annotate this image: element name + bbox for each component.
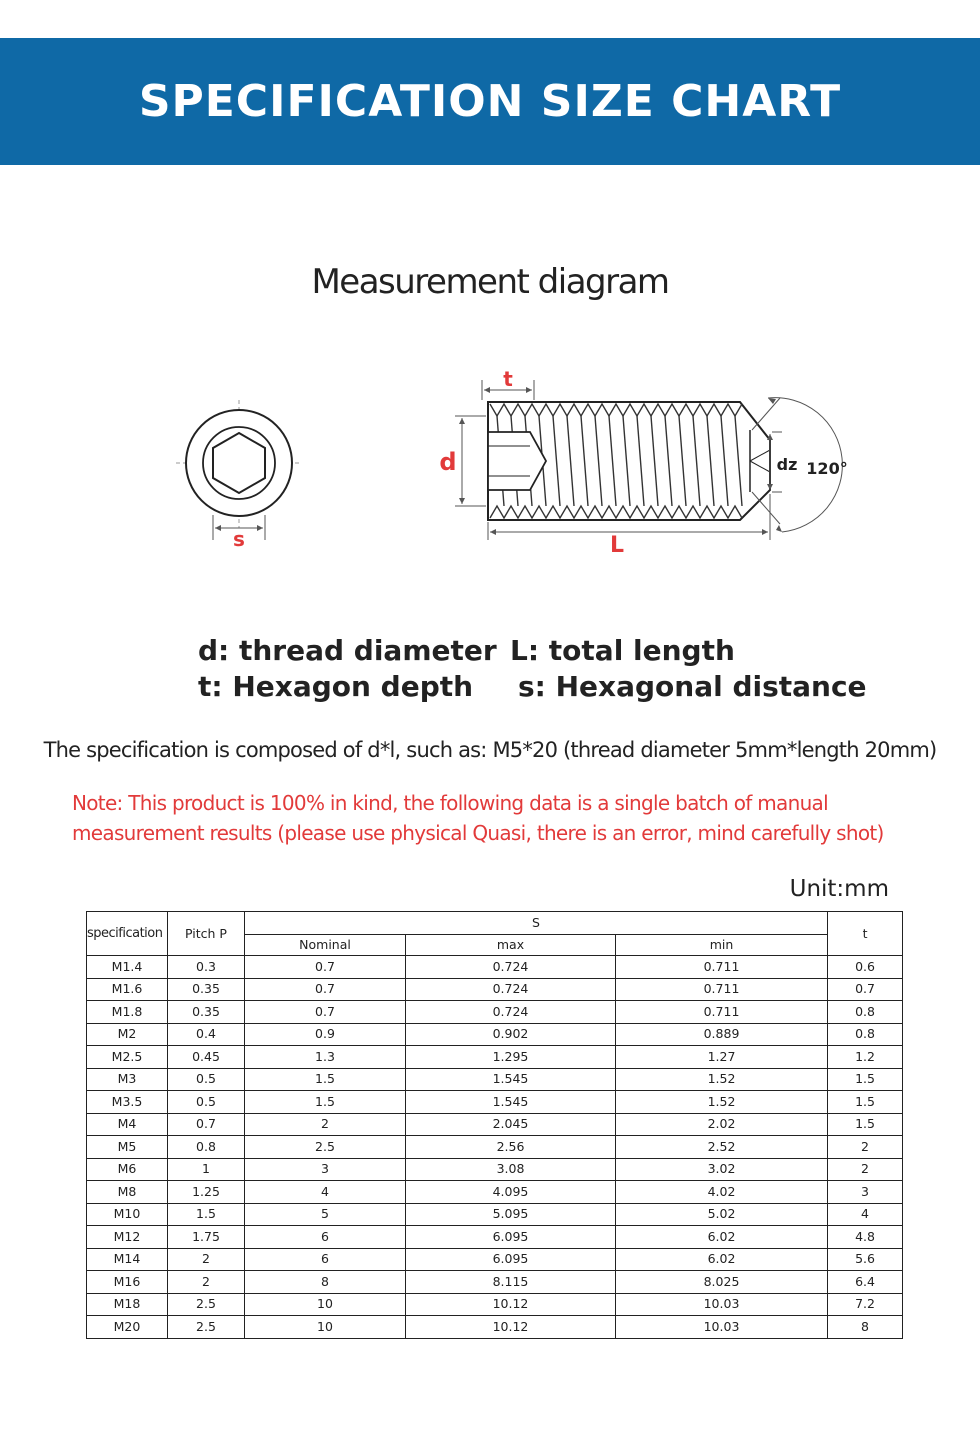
table-cell: 1	[168, 1158, 245, 1181]
label-dz: dz	[776, 455, 798, 474]
table-cell: 2.56	[406, 1136, 616, 1159]
table-cell: 2	[245, 1113, 406, 1136]
table-cell: 0.7	[168, 1113, 245, 1136]
table-cell: 1.52	[616, 1091, 828, 1114]
table-row	[87, 1181, 903, 1204]
table-body	[87, 956, 903, 1339]
table-cell: 8	[828, 1316, 903, 1339]
table-cell: 0.35	[168, 1001, 245, 1024]
table-cell: M5	[87, 1136, 168, 1159]
table-cell: 8.025	[616, 1271, 828, 1294]
note-line-1: Note: This product is 100% in kind, the following data is a single batch of manual	[72, 791, 828, 815]
table-cell: 5.6	[828, 1248, 903, 1271]
legend-s: s: Hexagonal distance	[518, 670, 867, 703]
table-cell: 1.545	[406, 1091, 616, 1114]
table-cell: 4	[245, 1181, 406, 1204]
table-cell: 2.5	[168, 1316, 245, 1339]
table-cell: M20	[87, 1316, 168, 1339]
table-cell: M2.5	[87, 1046, 168, 1069]
table-cell: 0.7	[245, 956, 406, 979]
table-cell: 1.5	[828, 1113, 903, 1136]
table-cell: 2.5	[168, 1293, 245, 1316]
table-cell: 10.03	[616, 1293, 828, 1316]
table-cell: 1.52	[616, 1068, 828, 1091]
table-cell: 8	[245, 1271, 406, 1294]
table-row	[87, 1068, 903, 1091]
size-table	[86, 911, 903, 1339]
table-cell: 3.02	[616, 1158, 828, 1181]
table-cell: 0.4	[168, 1023, 245, 1046]
table-cell: 2	[828, 1158, 903, 1181]
table-cell: 6.02	[616, 1248, 828, 1271]
table-cell: 0.45	[168, 1046, 245, 1069]
table-cell: 10.12	[406, 1316, 616, 1339]
legend-t: t: Hexagon depth	[198, 670, 474, 703]
table-row	[87, 1271, 903, 1294]
table-cell: 3.08	[406, 1158, 616, 1181]
table-row	[87, 1046, 903, 1069]
table-row	[87, 1136, 903, 1159]
label-d: d	[439, 448, 457, 476]
table-cell: M6	[87, 1158, 168, 1181]
diagram-title: Measurement diagram	[311, 262, 669, 302]
table-cell: 2	[168, 1271, 245, 1294]
table-cell: 0.889	[616, 1023, 828, 1046]
table-cell: 3	[245, 1158, 406, 1181]
table-cell: 10	[245, 1293, 406, 1316]
table-cell: 1.545	[406, 1068, 616, 1091]
table-row	[87, 1248, 903, 1271]
table-cell: M1.4	[87, 956, 168, 979]
table-cell: 0.711	[616, 1001, 828, 1024]
table-cell: 4.095	[406, 1181, 616, 1204]
table-row	[87, 1113, 903, 1136]
table-cell: M1.8	[87, 1001, 168, 1024]
table-cell: 1.5	[828, 1091, 903, 1114]
table-row	[87, 1001, 903, 1024]
table-cell: M12	[87, 1226, 168, 1249]
table-cell: M18	[87, 1293, 168, 1316]
legend-d: d: thread diameter	[198, 634, 497, 667]
table-cell: 5.02	[616, 1203, 828, 1226]
table-cell: 1.295	[406, 1046, 616, 1069]
table-cell: M3.5	[87, 1091, 168, 1114]
table-cell: 0.3	[168, 956, 245, 979]
table-cell: M4	[87, 1113, 168, 1136]
table-row	[87, 1316, 903, 1339]
spec-description: The specification is composed of d*l, such as: M5*20 (thread diameter 5mm*length 20mm)	[43, 738, 937, 762]
table-cell: 1.5	[245, 1068, 406, 1091]
table-cell: 0.6	[828, 956, 903, 979]
table-cell: 0.35	[168, 978, 245, 1001]
table-cell: 2	[168, 1248, 245, 1271]
table-cell: 4.8	[828, 1226, 903, 1249]
table-row	[87, 978, 903, 1001]
table-cell: 1.5	[245, 1091, 406, 1114]
table-cell: 10	[245, 1316, 406, 1339]
table-cell: 0.8	[828, 1023, 903, 1046]
table-cell: 0.7	[245, 1001, 406, 1024]
table-cell: M14	[87, 1248, 168, 1271]
table-cell: M2	[87, 1023, 168, 1046]
header-banner	[0, 38, 980, 165]
table-cell: 0.724	[406, 978, 616, 1001]
table-cell: 0.5	[168, 1068, 245, 1091]
table-cell: 1.2	[828, 1046, 903, 1069]
header-s: S	[245, 912, 828, 935]
table-cell: M10	[87, 1203, 168, 1226]
header-max: max	[406, 935, 616, 956]
table-cell: 0.724	[406, 1001, 616, 1024]
table-cell: 6.4	[828, 1271, 903, 1294]
table-row	[87, 1023, 903, 1046]
table-cell: 1.75	[168, 1226, 245, 1249]
unit-label: Unit:mm	[789, 876, 889, 902]
table-cell: 10.03	[616, 1316, 828, 1339]
header-t: t	[828, 912, 903, 956]
table-cell: 6.095	[406, 1248, 616, 1271]
table-row	[87, 1293, 903, 1316]
table-cell: 1.25	[168, 1181, 245, 1204]
table-row	[87, 956, 903, 979]
table-cell: 6.02	[616, 1226, 828, 1249]
table-cell: 2.045	[406, 1113, 616, 1136]
header-pitch: Pitch P	[168, 912, 245, 956]
table-cell: 0.7	[828, 978, 903, 1001]
table-cell: 2.02	[616, 1113, 828, 1136]
table-cell: M8	[87, 1181, 168, 1204]
table-cell: 6	[245, 1248, 406, 1271]
header-min: min	[616, 935, 828, 956]
label-s: s	[233, 527, 245, 551]
table-cell: 4	[828, 1203, 903, 1226]
table-cell: 2	[828, 1136, 903, 1159]
measurement-diagram	[0, 360, 980, 570]
header-specification: specification	[87, 912, 168, 956]
legend-L: L: total length	[510, 634, 735, 667]
page-title: SPECIFICATION SIZE CHART	[138, 76, 842, 127]
table-cell: M3	[87, 1068, 168, 1091]
table-row	[87, 1203, 903, 1226]
table-cell: 10.12	[406, 1293, 616, 1316]
table-cell: 6	[245, 1226, 406, 1249]
table-cell: 5	[245, 1203, 406, 1226]
table-cell: 2.52	[616, 1136, 828, 1159]
table-cell: 4.02	[616, 1181, 828, 1204]
table-cell: 1.5	[828, 1068, 903, 1091]
side-view	[439, 367, 847, 558]
header-nominal: Nominal	[245, 935, 406, 956]
table-row	[87, 1158, 903, 1181]
table-cell: 1.3	[245, 1046, 406, 1069]
table-cell: 0.9	[245, 1023, 406, 1046]
table-cell: 0.711	[616, 956, 828, 979]
table-cell: 0.5	[168, 1091, 245, 1114]
table-cell: 0.724	[406, 956, 616, 979]
table-cell: 0.8	[828, 1001, 903, 1024]
table-cell: 5.095	[406, 1203, 616, 1226]
table-cell: 1.5	[168, 1203, 245, 1226]
table-cell: 3	[828, 1181, 903, 1204]
table-row	[87, 1226, 903, 1249]
end-view	[176, 400, 302, 551]
table-cell: 8.115	[406, 1271, 616, 1294]
table-cell: 0.711	[616, 978, 828, 1001]
table-cell: 1.27	[616, 1046, 828, 1069]
table-cell: M1.6	[87, 978, 168, 1001]
note	[72, 788, 932, 848]
table-row	[87, 1091, 903, 1114]
note-line-2: measurement results (please use physical Quasi, there is an error, mind carefully shot)	[72, 821, 884, 845]
table-cell: 0.8	[168, 1136, 245, 1159]
table-cell: 0.7	[245, 978, 406, 1001]
label-t: t	[503, 367, 513, 391]
label-L: L	[609, 533, 625, 558]
table-cell: 7.2	[828, 1293, 903, 1316]
table-cell: M16	[87, 1271, 168, 1294]
table-cell: 6.095	[406, 1226, 616, 1249]
table-cell: 2.5	[245, 1136, 406, 1159]
table-cell: 0.902	[406, 1023, 616, 1046]
label-angle: 120°	[806, 459, 848, 478]
